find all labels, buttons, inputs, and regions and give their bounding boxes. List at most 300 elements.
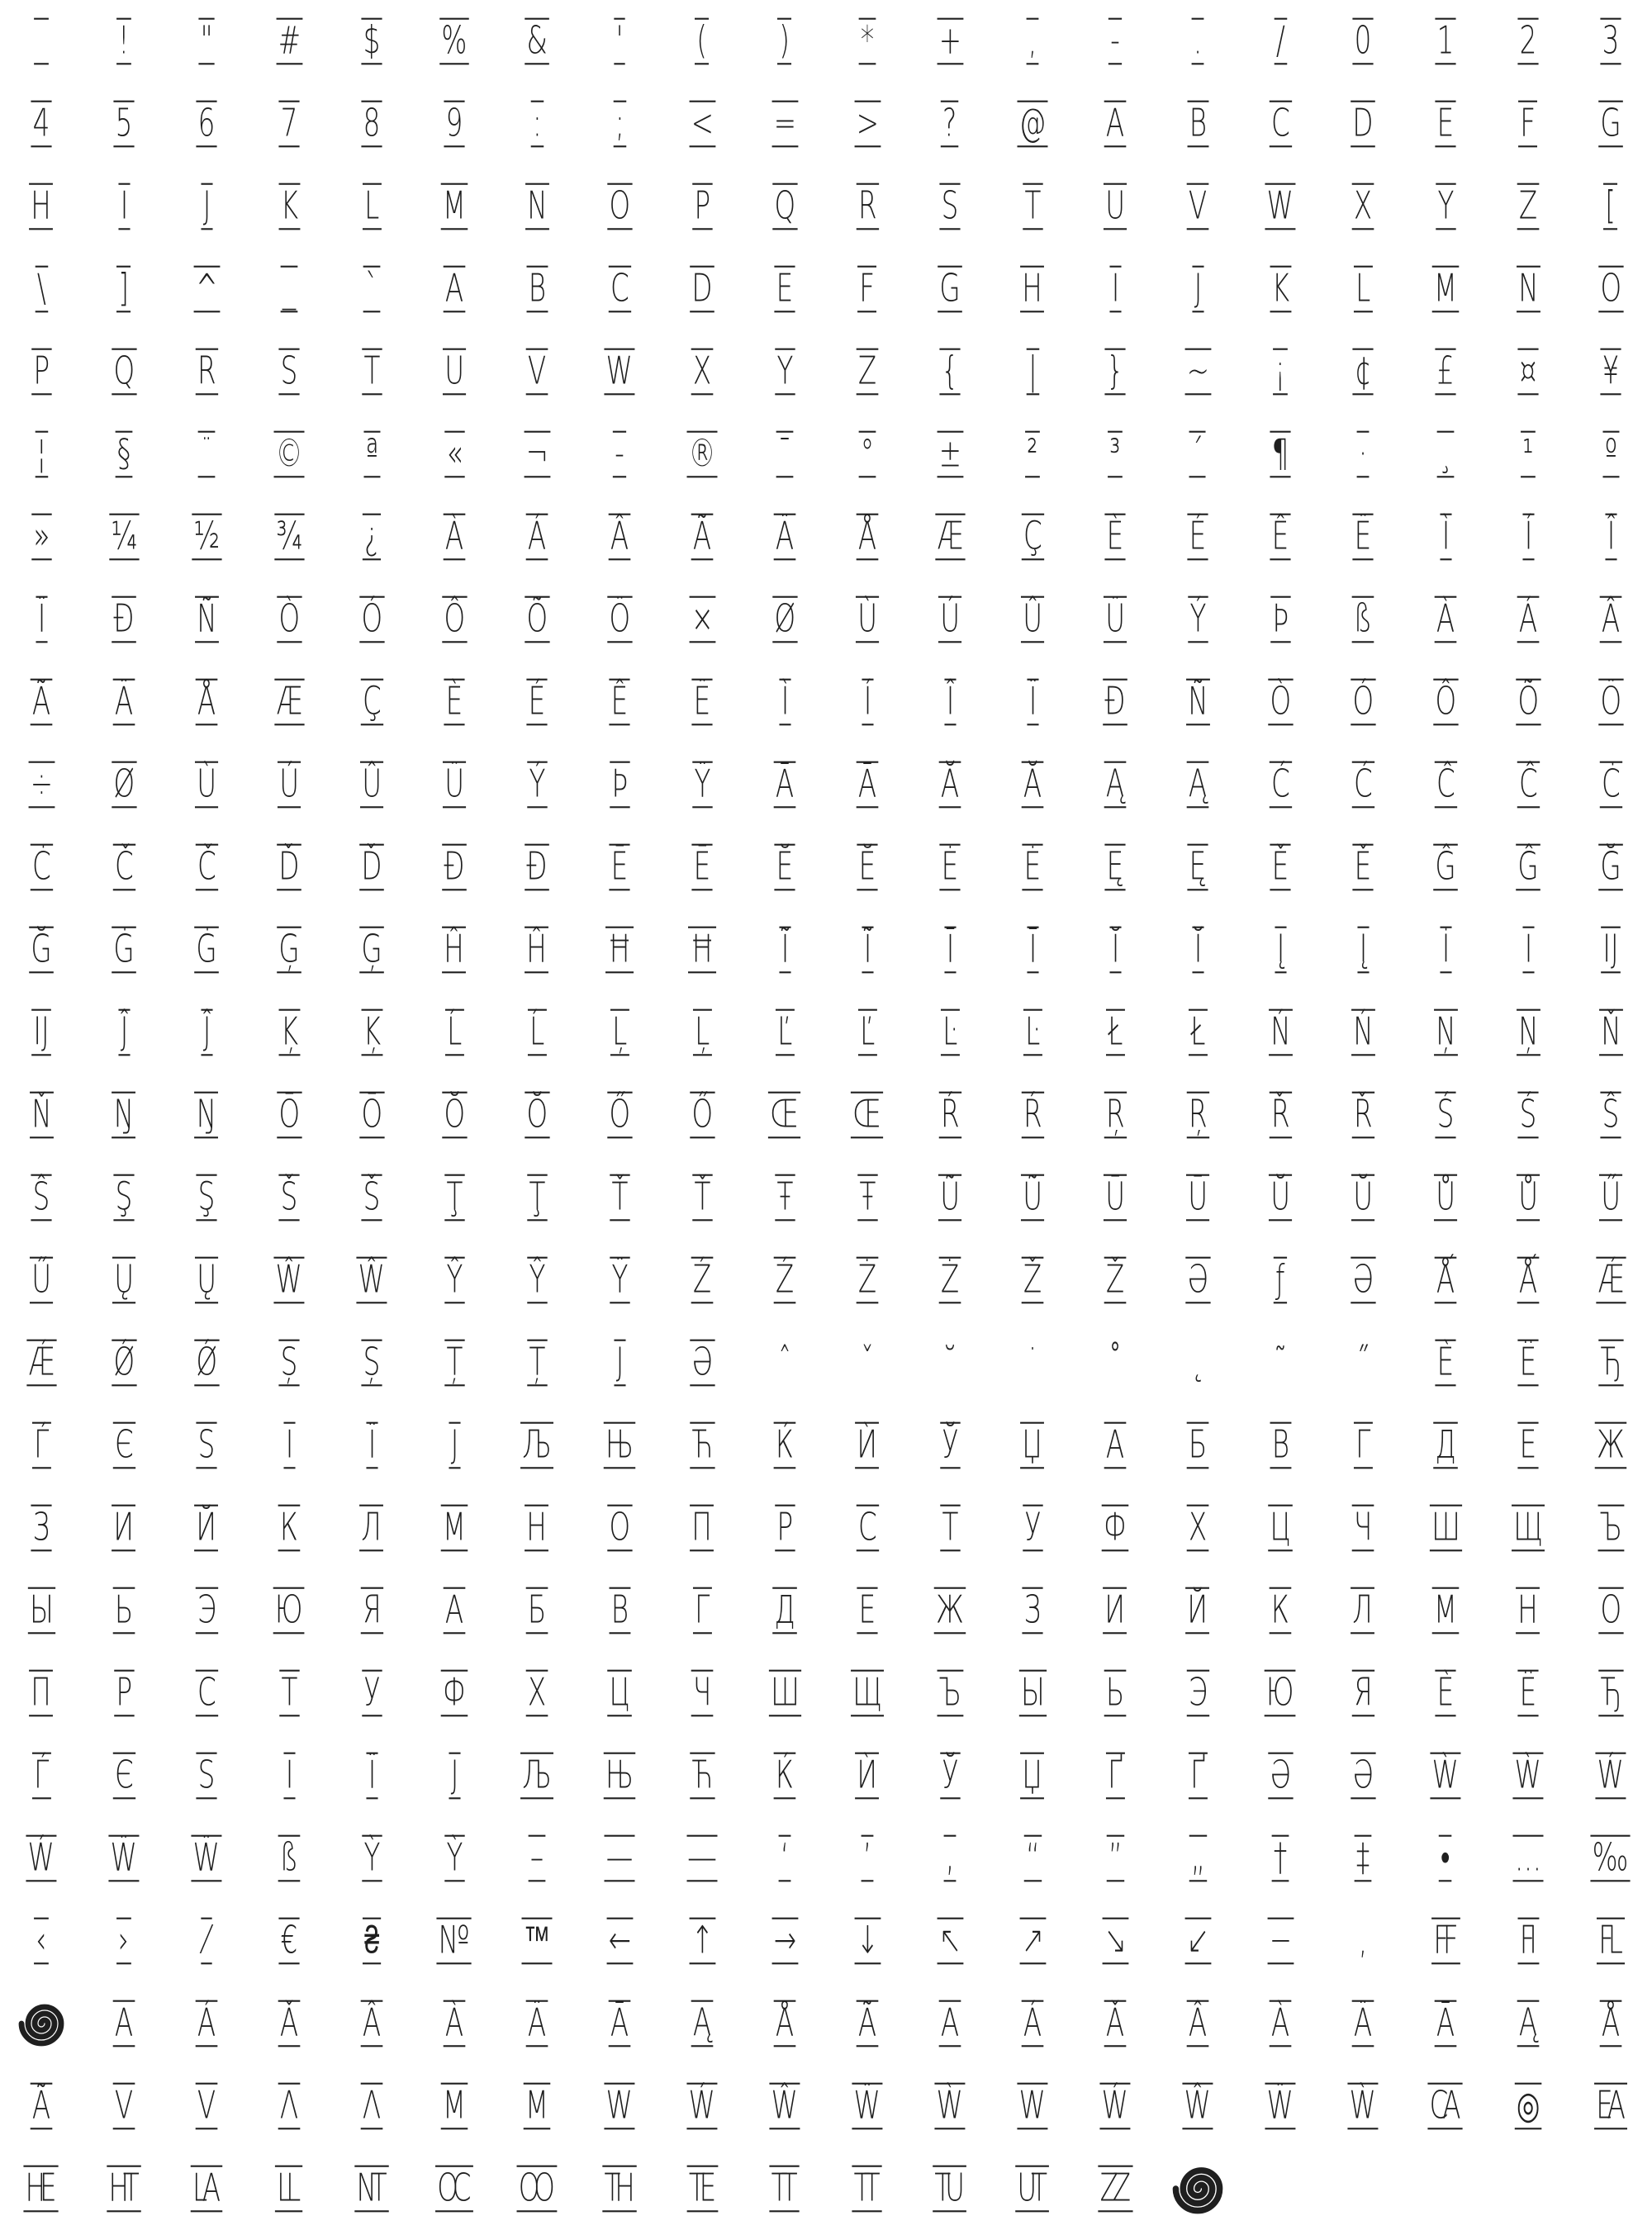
glyph-cell: | xyxy=(991,330,1074,413)
glyph-cell: Æ xyxy=(909,496,991,578)
glyph-cell: ) xyxy=(743,0,826,83)
glyph-cell: Q xyxy=(83,330,165,413)
glyph-cell: Â xyxy=(330,1982,413,2065)
glyph-cell: TH xyxy=(578,2147,661,2230)
glyph-cell: № xyxy=(413,1900,496,1982)
glyph-cell: Ņ xyxy=(1404,991,1487,1074)
glyph-cell: X xyxy=(1322,165,1404,248)
glyph-cell: Þ xyxy=(578,743,661,826)
glyph-cell: Ŧ xyxy=(826,1156,909,1239)
glyph-cell: Ш xyxy=(743,1652,826,1734)
glyph-cell: Д xyxy=(1404,1404,1487,1487)
glyph-cell: Ó xyxy=(1322,661,1404,743)
glyph-cell: Č xyxy=(83,826,165,909)
glyph-cell: Œ xyxy=(743,1074,826,1156)
glyph-cell: É xyxy=(496,661,578,743)
glyph-cell: G xyxy=(1569,83,1652,165)
glyph-cell: 3 xyxy=(1569,0,1652,83)
glyph-cell: Ġ xyxy=(83,909,165,991)
glyph-cell: ÷ xyxy=(0,743,83,826)
glyph-cell: Ћ xyxy=(661,1404,743,1487)
glyph-cell: Ķ xyxy=(248,991,330,1074)
glyph-cell: Ē xyxy=(578,826,661,909)
glyph-cell: Ī xyxy=(991,909,1074,991)
glyph-cell: Ч xyxy=(1322,1487,1404,1569)
glyph-cell: • xyxy=(1404,1817,1487,1900)
glyph-cell: Į xyxy=(1322,909,1404,991)
glyph-cell: Ё xyxy=(1487,1652,1569,1734)
glyph-cell: Ú xyxy=(248,743,330,826)
glyph-cell: Р xyxy=(83,1652,165,1734)
glyph-cell: Ц xyxy=(1239,1487,1322,1569)
glyph-cell: W xyxy=(991,2065,1074,2147)
glyph-cell: Ŝ xyxy=(1569,1074,1652,1156)
glyph-cell: Ѕ xyxy=(165,1734,248,1817)
glyph-cell: Ô xyxy=(413,578,496,661)
glyph-cell: Ô xyxy=(1404,661,1487,743)
glyph-cell: ↙ xyxy=(1156,1900,1239,1982)
glyph-cell: Ź xyxy=(743,1239,826,1321)
glyph-cell: ? xyxy=(909,83,991,165)
glyph-cell: 4 xyxy=(0,83,83,165)
glyph-cell: Ţ xyxy=(413,1156,496,1239)
glyph-cell: Ќ xyxy=(743,1734,826,1817)
glyph-cell: Ј xyxy=(413,1734,496,1817)
glyph-cell: Б xyxy=(496,1569,578,1652)
glyph-cell: Ā xyxy=(826,743,909,826)
glyph-cell: Ț xyxy=(413,1321,496,1404)
glyph-cell: Ń xyxy=(1239,991,1322,1074)
glyph-cell: Ĳ xyxy=(0,991,83,1074)
glyph-cell: “ xyxy=(991,1817,1074,1900)
glyph-cell: Ź xyxy=(661,1239,743,1321)
glyph-cell: Λ xyxy=(248,2065,330,2147)
glyph-cell: Ю xyxy=(1239,1652,1322,1734)
glyph-cell: Ą xyxy=(1074,743,1156,826)
glyph-cell: Ő xyxy=(661,1074,743,1156)
glyph-cell: J xyxy=(1156,248,1239,330)
glyph-cell: Е xyxy=(1487,1404,1569,1487)
glyph-cell: Я xyxy=(330,1569,413,1652)
glyph-cell: Ў xyxy=(909,1734,991,1817)
glyph-cell: Ē xyxy=(661,826,743,909)
glyph-cell: Y xyxy=(1404,165,1487,248)
glyph-cell: Ò xyxy=(248,578,330,661)
glyph-cell: Ï xyxy=(991,661,1074,743)
glyph-cell: О xyxy=(578,1487,661,1569)
glyph-cell: ― xyxy=(661,1817,743,1900)
glyph-cell: Ŷ xyxy=(413,1239,496,1321)
glyph-cell: Ǻ xyxy=(1404,1239,1487,1321)
glyph-cell: О xyxy=(1569,1569,1652,1652)
glyph-cell: Ґ xyxy=(1074,1734,1156,1817)
glyph-cell: Ý xyxy=(496,743,578,826)
glyph-cell: Î xyxy=(1569,496,1652,578)
glyph-cell: Ā xyxy=(1404,1982,1487,2065)
glyph-cell: Ë xyxy=(1322,496,1404,578)
glyph-cell: Ä xyxy=(743,496,826,578)
glyph-cell: A xyxy=(83,1982,165,2065)
glyph-cell: C xyxy=(578,248,661,330)
glyph-cell: Ẁ xyxy=(1404,1734,1487,1817)
glyph-cell: Ș xyxy=(248,1321,330,1404)
glyph-cell: ˘ xyxy=(942,1340,957,1385)
glyph-cell: Ă xyxy=(909,743,991,826)
glyph-cell: И xyxy=(1074,1569,1156,1652)
glyph-cell: Є xyxy=(83,1404,165,1487)
glyph-cell: — xyxy=(578,1817,661,1900)
glyph-cell: Ѕ xyxy=(165,1404,248,1487)
glyph-cell: Ǽ xyxy=(1569,1239,1652,1321)
glyph-cell: Э xyxy=(165,1569,248,1652)
spiral-logo-icon xyxy=(0,1982,83,2065)
glyph-cell: Ú xyxy=(909,578,991,661)
glyph-cell: Ă xyxy=(991,743,1074,826)
empty-cell xyxy=(1239,2147,1322,2230)
glyph-cell: Å xyxy=(743,1982,826,2065)
glyph-cell: Â xyxy=(1156,1982,1239,2065)
glyph-cell: ¾ xyxy=(248,496,330,578)
glyph-cell: Ā xyxy=(743,743,826,826)
glyph-cell: Ą xyxy=(661,1982,743,2065)
glyph-cell: § xyxy=(83,413,165,496)
glyph-cell: Ń xyxy=(1322,991,1404,1074)
glyph-cell: TT xyxy=(743,2147,826,2230)
glyph-cell: Ų xyxy=(165,1239,248,1321)
glyph-cell: Ā xyxy=(578,1982,661,2065)
glyph-cell: Ѓ xyxy=(0,1734,83,1817)
glyph-cell: Ł xyxy=(1156,991,1239,1074)
glyph-cell: Ґ xyxy=(1156,1734,1239,1817)
glyph-cell: = xyxy=(743,83,826,165)
glyph-cell: Ё xyxy=(1487,1321,1569,1404)
glyph-cell: OC xyxy=(413,2147,496,2230)
glyph-cell: Ŵ xyxy=(743,2065,826,2147)
glyph-cell: Ħ xyxy=(661,909,743,991)
glyph-cell: Ó xyxy=(330,578,413,661)
glyph-cell: Õ xyxy=(1487,661,1569,743)
glyph-cell: ' xyxy=(578,0,661,83)
glyph-cell: Á xyxy=(496,496,578,578)
glyph-cell: Љ xyxy=(496,1404,578,1487)
glyph-cell: Ų xyxy=(83,1239,165,1321)
glyph-cell: ‘ xyxy=(743,1817,826,1900)
glyph-cell: E xyxy=(1404,83,1487,165)
glyph-cell: ( xyxy=(661,0,743,83)
glyph-cell: Ŕ xyxy=(991,1074,1074,1156)
glyph-cell: Ä xyxy=(496,1982,578,2065)
glyph-cell: Ї xyxy=(330,1734,413,1817)
glyph-cell: Ð xyxy=(83,578,165,661)
glyph-cell: Ę xyxy=(1156,826,1239,909)
glyph-cell: І xyxy=(248,1734,330,1817)
glyph-cell: Á xyxy=(165,1982,248,2065)
glyph-cell: 2 xyxy=(1487,0,1569,83)
glyph-cell: C xyxy=(1239,83,1322,165)
glyph-cell: Ã xyxy=(661,496,743,578)
glyph-cell: ! xyxy=(83,0,165,83)
glyph-cell: Y xyxy=(743,330,826,413)
glyph-cell: Ĭ xyxy=(1074,909,1156,991)
glyph-cell: Ķ xyxy=(330,991,413,1074)
glyph-cell: Щ xyxy=(826,1652,909,1734)
glyph-cell: В xyxy=(578,1569,661,1652)
glyph-cell: B xyxy=(496,248,578,330)
glyph-cell: Ŏ xyxy=(413,1074,496,1156)
glyph-cell: ˛ xyxy=(1190,1340,1205,1385)
glyph-cell: Æ xyxy=(248,661,330,743)
glyph-cell: ß xyxy=(248,1817,330,1900)
glyph-cell: П xyxy=(0,1652,83,1734)
glyph-cell: Ŵ xyxy=(248,1239,330,1321)
glyph-cell: Ĥ xyxy=(496,909,578,991)
glyph-cell: } xyxy=(1074,330,1156,413)
glyph-cell: Ō xyxy=(330,1074,413,1156)
glyph-cell: A xyxy=(909,1982,991,2065)
glyph-cell: ™ xyxy=(496,1900,578,1982)
glyph-cell: М xyxy=(413,1487,496,1569)
glyph-cell: M xyxy=(413,165,496,248)
glyph-cell: „ xyxy=(1156,1817,1239,1900)
glyph-cell: E xyxy=(743,248,826,330)
glyph-cell: Ŏ xyxy=(496,1074,578,1156)
glyph-cell: Ц xyxy=(578,1652,661,1734)
glyph-cell: ˆ xyxy=(777,1340,792,1385)
glyph-cell: Č xyxy=(165,826,248,909)
glyph-cell: Ẅ xyxy=(1239,2065,1322,2147)
glyph-cell: Ž xyxy=(1074,1239,1156,1321)
glyph-cell: Ŀ xyxy=(991,991,1074,1074)
glyph-cell: W xyxy=(578,2065,661,2147)
glyph-cell: T xyxy=(330,330,413,413)
glyph-cell: Ĥ xyxy=(413,909,496,991)
glyph-cell: Ī xyxy=(909,909,991,991)
glyph-cell: Ħ xyxy=(578,909,661,991)
glyph-cell: Џ xyxy=(991,1734,1074,1817)
glyph-cell: Н xyxy=(1487,1569,1569,1652)
glyph-cell: С xyxy=(826,1487,909,1569)
glyph-cell: ª xyxy=(330,413,413,496)
glyph-cell: Ǽ xyxy=(0,1321,83,1404)
glyph-cell: Ĝ xyxy=(1487,826,1569,909)
glyph-cell: Ì xyxy=(1404,496,1487,578)
glyph-cell: V xyxy=(165,2065,248,2147)
glyph-cell: П xyxy=(661,1487,743,1569)
glyph-cell: G xyxy=(909,248,991,330)
glyph-cell: Ì xyxy=(743,661,826,743)
glyph-cell: ¤ xyxy=(1487,330,1569,413)
glyph-cell: Ẃ xyxy=(1569,1734,1652,1817)
glyph-cell: А xyxy=(1074,1404,1156,1487)
glyph-cell: Ŭ xyxy=(1239,1156,1322,1239)
glyph-cell: Њ xyxy=(578,1404,661,1487)
glyph-cell: Å xyxy=(826,496,909,578)
glyph-cell: N xyxy=(496,165,578,248)
glyph-cell: Ŋ xyxy=(83,1074,165,1156)
glyph-cell: Ẃ xyxy=(661,2065,743,2147)
glyph-cell: Ő xyxy=(578,1074,661,1156)
glyph-cell: Ә xyxy=(1239,1734,1322,1817)
glyph-cell: Ї xyxy=(330,1404,413,1487)
glyph-cell: HT xyxy=(83,2147,165,2230)
glyph-cell: Х xyxy=(1156,1487,1239,1569)
glyph-cell: ₴ xyxy=(330,1900,413,1982)
glyph-cell: N xyxy=(1487,248,1569,330)
glyph-cell: Ѐ xyxy=(1404,1321,1487,1404)
glyph-cell: Ê xyxy=(1239,496,1322,578)
glyph-cell: © xyxy=(248,413,330,496)
glyph-cell: Ė xyxy=(909,826,991,909)
glyph-cell: Š xyxy=(248,1156,330,1239)
glyph-cell: Ĩ xyxy=(743,909,826,991)
glyph-cell: Ə xyxy=(1156,1239,1239,1321)
glyph-cell: B xyxy=(1156,83,1239,165)
glyph-cell: Г xyxy=(1322,1404,1404,1487)
glyph-cell: Ê xyxy=(578,661,661,743)
glyph-cell: Ў xyxy=(909,1404,991,1487)
glyph-cell: Ĩ xyxy=(826,909,909,991)
glyph-cell: % xyxy=(413,0,496,83)
glyph-cell: Њ xyxy=(578,1734,661,1817)
glyph-cell: Ŕ xyxy=(909,1074,991,1156)
glyph-cell: ß xyxy=(1322,578,1404,661)
glyph-cell: ” xyxy=(1074,1817,1156,1900)
glyph-cell: Ъ xyxy=(909,1652,991,1734)
glyph-cell: Ě xyxy=(1322,826,1404,909)
glyph-cell: Ђ xyxy=(1569,1652,1652,1734)
glyph-cell: O xyxy=(578,165,661,248)
glyph-cell: Ĕ xyxy=(743,826,826,909)
glyph-cell: € xyxy=(248,1900,330,1982)
glyph-cell: EA xyxy=(1569,2065,1652,2147)
glyph-cell: З xyxy=(0,1487,83,1569)
glyph-cell: * xyxy=(826,0,909,83)
glyph-cell: _ xyxy=(248,248,330,330)
glyph-cell: Ů xyxy=(1404,1156,1487,1239)
glyph-cell: Ũ xyxy=(991,1156,1074,1239)
glyph-cell: 9 xyxy=(413,83,496,165)
glyph-cell: " xyxy=(165,0,248,83)
glyph-cell: Ẅ xyxy=(83,1817,165,1900)
glyph-cell: Ł xyxy=(1074,991,1156,1074)
glyph-cell: Є xyxy=(83,1734,165,1817)
glyph-cell: TU xyxy=(909,2147,991,2230)
glyph-cell: « xyxy=(413,413,496,496)
glyph-cell: À xyxy=(413,496,496,578)
glyph-cell: £ xyxy=(1404,330,1487,413)
glyph-cell: Ŀ xyxy=(909,991,991,1074)
glyph-cell: Ů xyxy=(1487,1156,1569,1239)
glyph-cell: Ỳ xyxy=(413,1817,496,1900)
glyph-cell: Ђ xyxy=(1569,1321,1652,1404)
glyph-cell: P xyxy=(0,330,83,413)
glyph-cell: Ĵ xyxy=(165,991,248,1074)
glyph-cell: Ð xyxy=(1074,661,1156,743)
glyph-cell: Џ xyxy=(991,1404,1074,1487)
glyph-cell: TE xyxy=(661,2147,743,2230)
glyph-cell: Х xyxy=(496,1652,578,1734)
glyph-cell: Щ xyxy=(1487,1487,1569,1569)
glyph-cell: Þ xyxy=(1239,578,1322,661)
glyph-cell: Â xyxy=(578,496,661,578)
glyph-cell: P xyxy=(661,165,743,248)
glyph-cell: Ś xyxy=(1404,1074,1487,1156)
glyph-cell: Ģ xyxy=(330,909,413,991)
glyph-cell: UT xyxy=(991,2147,1074,2230)
empty-cell xyxy=(1322,2147,1404,2230)
glyph-cell: Ĵ xyxy=(83,991,165,1074)
glyph-cell: < xyxy=(661,83,743,165)
glyph-cell xyxy=(0,0,83,83)
glyph-cell: Ф xyxy=(413,1652,496,1734)
glyph-cell: ‰ xyxy=(1569,1817,1652,1900)
glyph-cell: ¹ xyxy=(1487,413,1569,496)
glyph-cell: Ť xyxy=(661,1156,743,1239)
glyph-cell: Ö xyxy=(1569,661,1652,743)
glyph-cell: Ň xyxy=(0,1074,83,1156)
glyph-cell: Ņ xyxy=(1487,991,1569,1074)
glyph-cell: → xyxy=(743,1900,826,1982)
glyph-cell: U xyxy=(1074,165,1156,248)
glyph-cell: ; xyxy=(578,83,661,165)
glyph-cell: ƒ xyxy=(1239,1239,1322,1321)
glyph-cell: Ŷ xyxy=(496,1239,578,1321)
glyph-cell: Ј xyxy=(413,1404,496,1487)
glyph-cell: / xyxy=(1239,0,1322,83)
glyph-cell: Ğ xyxy=(1569,826,1652,909)
glyph-cell: : xyxy=(496,83,578,165)
glyph-cell: · xyxy=(1322,413,1404,496)
glyph-cell: Й xyxy=(1156,1569,1239,1652)
glyph-cell: Ѝ xyxy=(826,1404,909,1487)
glyph-cell: K xyxy=(1239,248,1322,330)
glyph-cell: Ĺ xyxy=(496,991,578,1074)
glyph-cell: ¬ xyxy=(496,413,578,496)
glyph-cell: 5 xyxy=(83,83,165,165)
glyph-cell: Ñ xyxy=(1156,661,1239,743)
glyph-cell: H xyxy=(0,165,83,248)
glyph-cell: » xyxy=(0,496,83,578)
glyph-cell: ¼ xyxy=(83,496,165,578)
glyph-cell: Э xyxy=(1156,1652,1239,1734)
glyph-cell: Ű xyxy=(0,1239,83,1321)
glyph-cell: ZZ xyxy=(1074,2147,1156,2230)
glyph-cell: ½ xyxy=(165,496,248,578)
glyph-cell: ° xyxy=(826,413,909,496)
glyph-cell: Ŗ xyxy=(1156,1074,1239,1156)
glyph-cell: J xyxy=(578,1321,661,1404)
glyph-cell: R xyxy=(165,330,248,413)
glyph-cell: ˜ xyxy=(1273,1340,1288,1385)
glyph-cell: ◎ xyxy=(1487,2065,1569,2147)
glyph-cell: H xyxy=(991,248,1074,330)
glyph-cell: A xyxy=(1074,83,1156,165)
glyph-cell: FL xyxy=(1569,1900,1652,1982)
glyph-cell: У xyxy=(991,1487,1074,1569)
glyph-cell: D xyxy=(661,248,743,330)
glyph-cell: Ã xyxy=(0,661,83,743)
glyph-cell: Í xyxy=(1487,496,1569,578)
glyph-cell: ˇ xyxy=(860,1340,875,1385)
glyph-cell: U xyxy=(413,330,496,413)
glyph-cell: Ẁ xyxy=(1487,1734,1569,1817)
glyph-cell: Ñ xyxy=(165,578,248,661)
glyph-cell: OO xyxy=(496,2147,578,2230)
glyph-cell: Ќ xyxy=(743,1404,826,1487)
glyph-cell: Ẃ xyxy=(1074,2065,1156,2147)
glyph-cell: Ә xyxy=(1322,1734,1404,1817)
glyph-cell: Ə xyxy=(1322,1239,1404,1321)
